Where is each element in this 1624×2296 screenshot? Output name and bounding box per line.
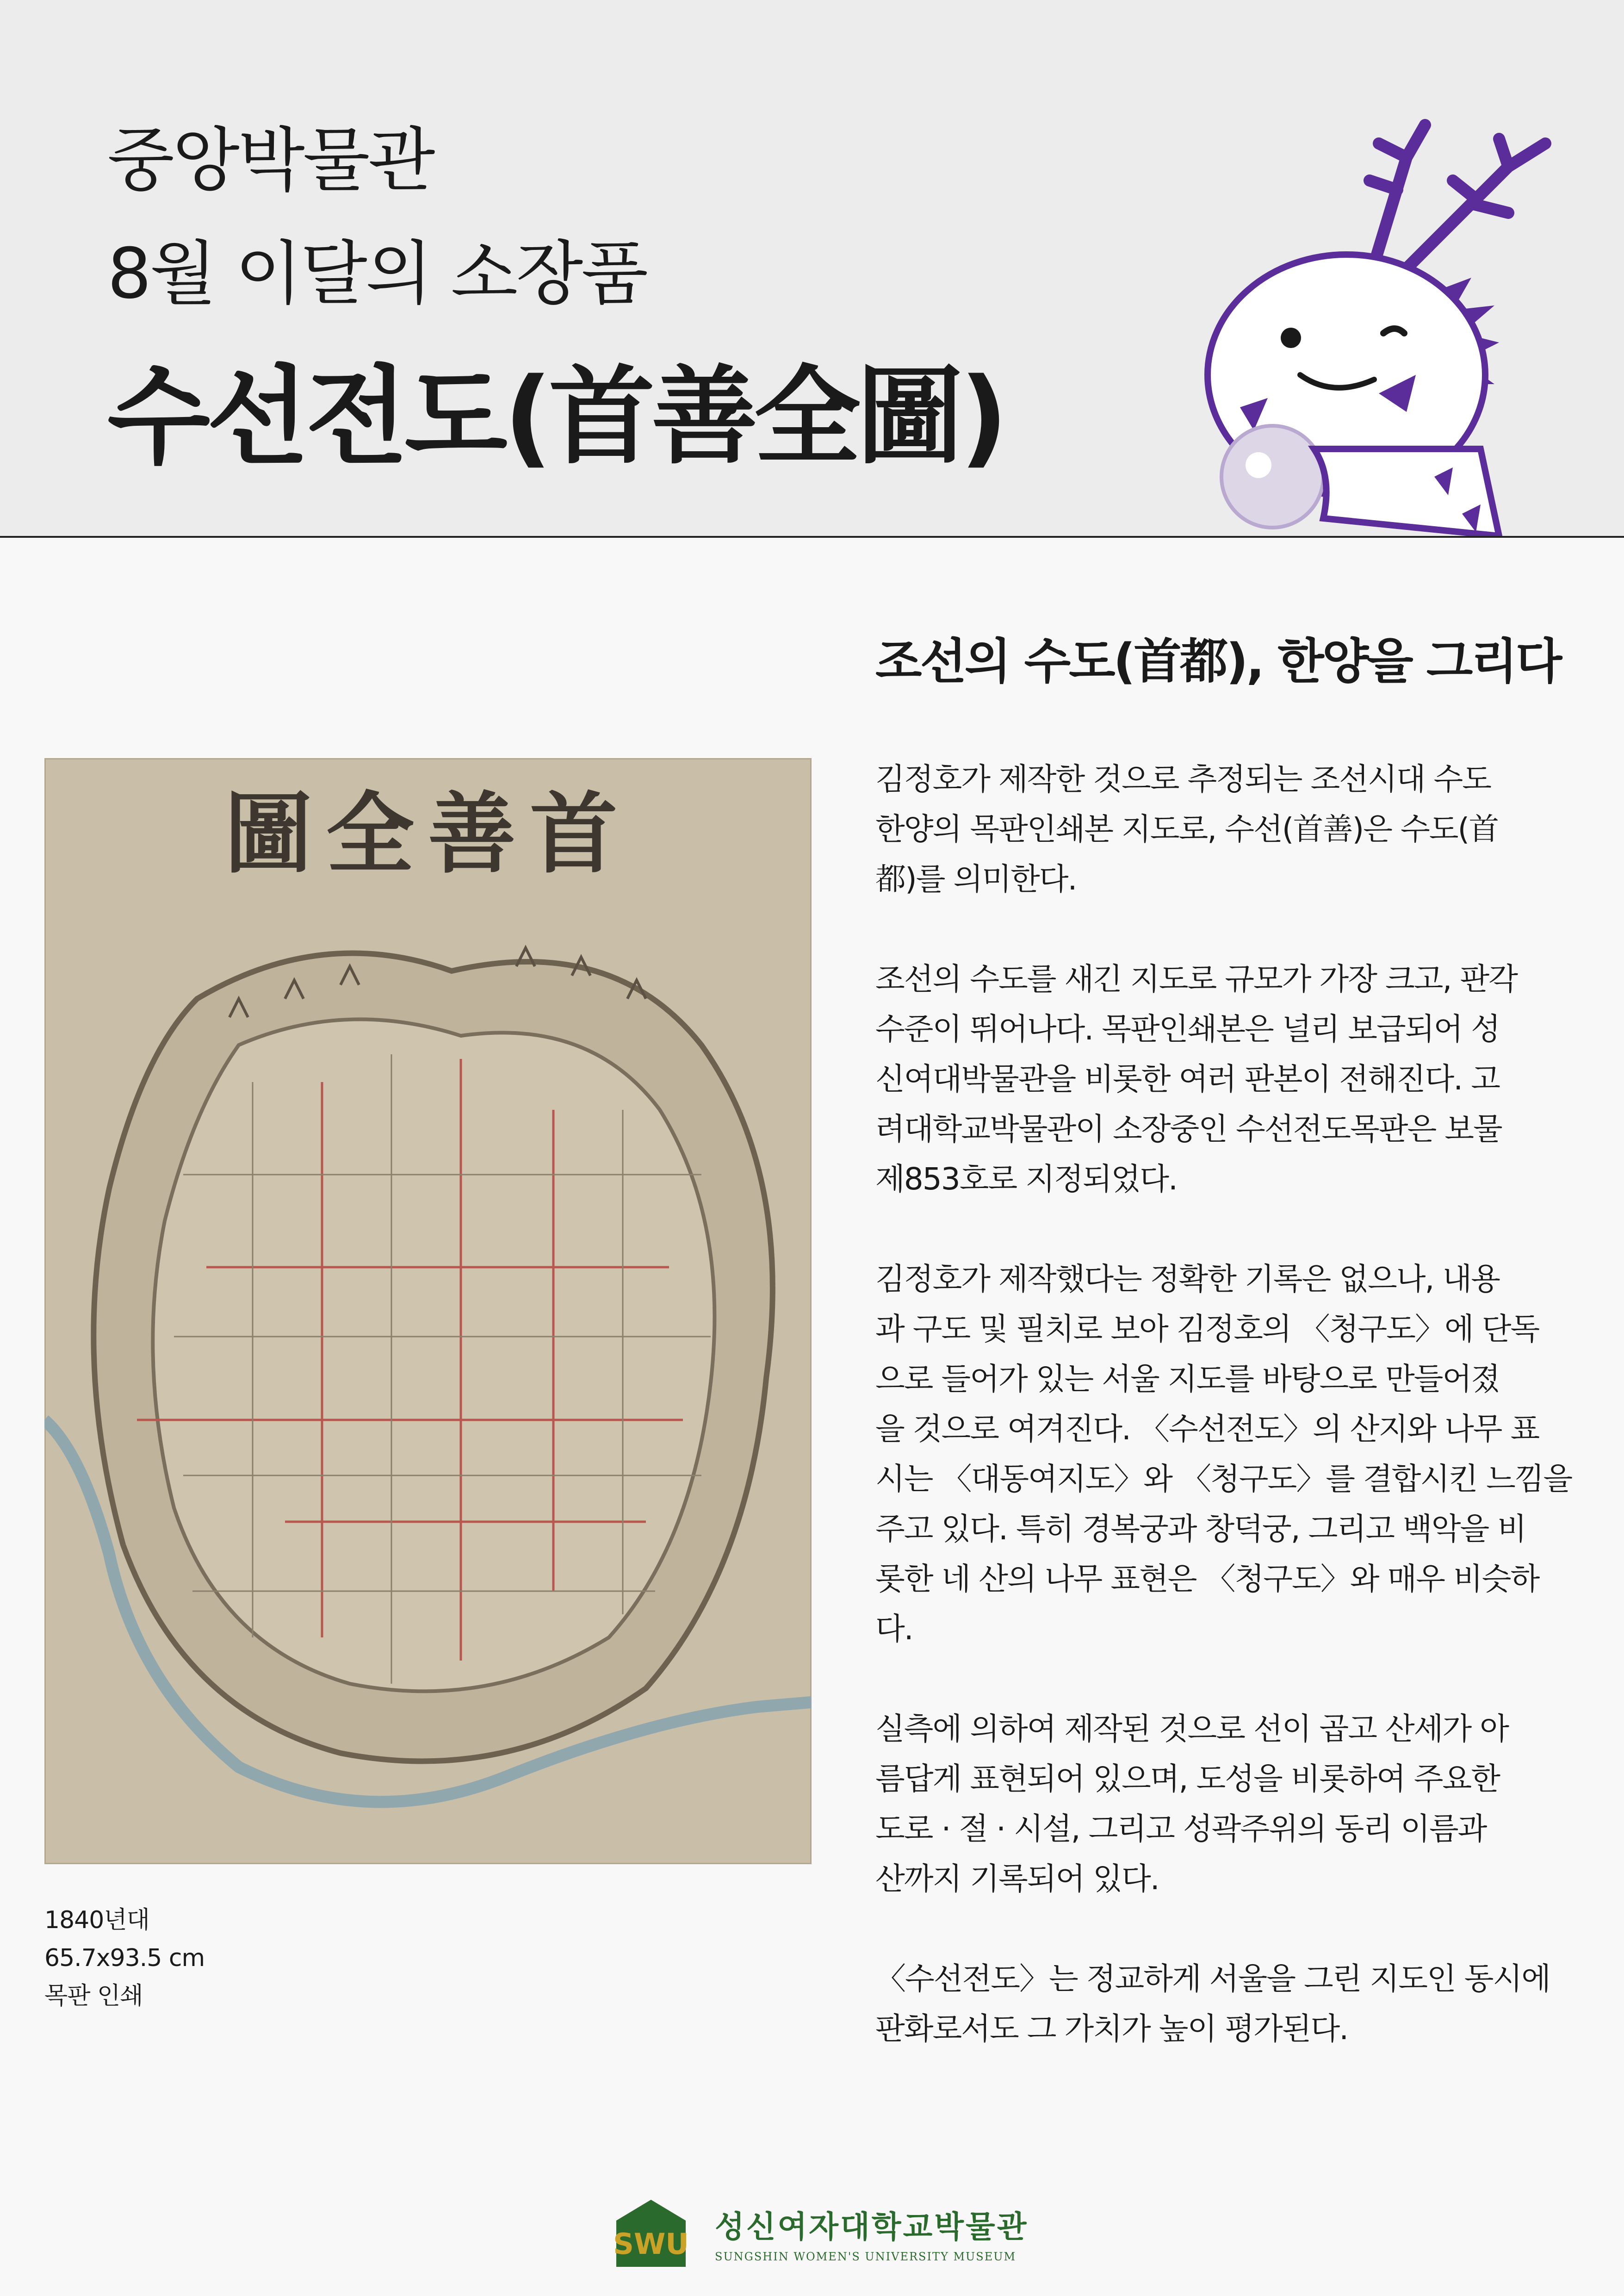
museum-name-korean: 성신여자대학교박물관 xyxy=(715,2209,1029,2245)
paragraph-1 xyxy=(875,754,1560,904)
dragon-mascot-icon xyxy=(1175,116,1592,536)
artwork-metadata xyxy=(44,1901,205,2015)
text-line: 려대학교박물관이 소장중인 수선전도목판은 보물 xyxy=(875,1111,1502,1147)
text-line: 한양의 목판인쇄본 지도로, 수선(首善)은 수도(首 xyxy=(875,811,1499,847)
month-subtitle: 8월 이달의 소장품 xyxy=(107,234,647,314)
text-line: 과 구도 및 필치로 보아 김정호의 〈청구도〉에 단독 xyxy=(875,1311,1539,1347)
text-line: 산까지 기록되어 있다. xyxy=(875,1861,1159,1897)
header-banner xyxy=(0,0,1624,538)
text-line: 다. xyxy=(875,1611,913,1647)
description-body xyxy=(875,754,1572,2104)
text-line: 으로 들어가 있는 서울 지도를 바탕으로 만들어졌 xyxy=(875,1361,1500,1397)
text-line: 을 것으로 여겨진다. 〈수선전도〉의 산지와 나무 표 xyxy=(875,1411,1539,1447)
map-title-text: 圖全善首 xyxy=(224,782,632,885)
text-line: 롯한 네 산의 나무 표현은 〈청구도〉와 매우 비슷하 xyxy=(875,1561,1539,1597)
paragraph-5 xyxy=(875,1954,1560,2054)
text-line: 수준이 뛰어나다. 목판인쇄본은 널리 보급되어 성 xyxy=(875,1011,1500,1047)
text-line: 름답게 표현되어 있으며, 도성을 비롯하여 주요한 xyxy=(875,1761,1500,1797)
paragraph-3 xyxy=(875,1254,1572,1654)
map-illustration xyxy=(44,758,812,1864)
artwork-size: 65.7x93.5 cm xyxy=(44,1944,205,1972)
suseonjeondo-map-image xyxy=(44,758,812,1864)
artwork-medium: 목판 인쇄 xyxy=(44,1982,143,2010)
paragraph-2 xyxy=(875,954,1560,1204)
section-title: 조선의 수도(首都), 한양을 그리다 xyxy=(875,633,1561,690)
text-line: 김정호가 제작했다는 정확한 기록은 없으나, 내용 xyxy=(875,1261,1500,1297)
text-line: 〈수선전도〉는 정교하게 서울을 그린 지도인 동시에 xyxy=(875,1961,1550,1997)
paragraph-4 xyxy=(875,1704,1560,1904)
text-line: 조선의 수도를 새긴 지도로 규모가 가장 크고, 판각 xyxy=(875,961,1517,997)
text-line: 제853호로 지정되었다. xyxy=(875,1161,1177,1197)
text-line: 김정호가 제작한 것으로 추정되는 조선시대 수도 xyxy=(875,761,1491,797)
logo-mark-text: SWU xyxy=(613,2227,689,2261)
museum-logo-icon xyxy=(612,2197,690,2267)
museum-name: 중앙박물관 xyxy=(107,120,434,201)
text-line: 도로 · 절 · 시설, 그리고 성곽주위의 동리 이름과 xyxy=(875,1811,1487,1847)
page-title: 수선전도(首善全圖) xyxy=(107,355,1004,479)
text-line: 실측에 의하여 제작된 것으로 선이 곱고 산세가 아 xyxy=(875,1711,1508,1747)
text-line: 신여대박물관을 비롯한 여러 판본이 전해진다. 고 xyxy=(875,1061,1500,1097)
artwork-date: 1840년대 xyxy=(44,1906,149,1934)
museum-name-english: SUNGSHIN WOMEN'S UNIVERSITY MUSEUM xyxy=(715,2250,1017,2263)
text-line: 시는 〈대동여지도〉와 〈청구도〉를 결합시킨 느낌을 xyxy=(875,1461,1572,1497)
text-line: 都)를 의미한다. xyxy=(875,861,1077,897)
text-line: 판화로서도 그 가치가 높이 평가된다. xyxy=(875,2011,1348,2047)
text-line: 주고 있다. 특히 경복궁과 창덕궁, 그리고 백악을 비 xyxy=(875,1511,1526,1547)
